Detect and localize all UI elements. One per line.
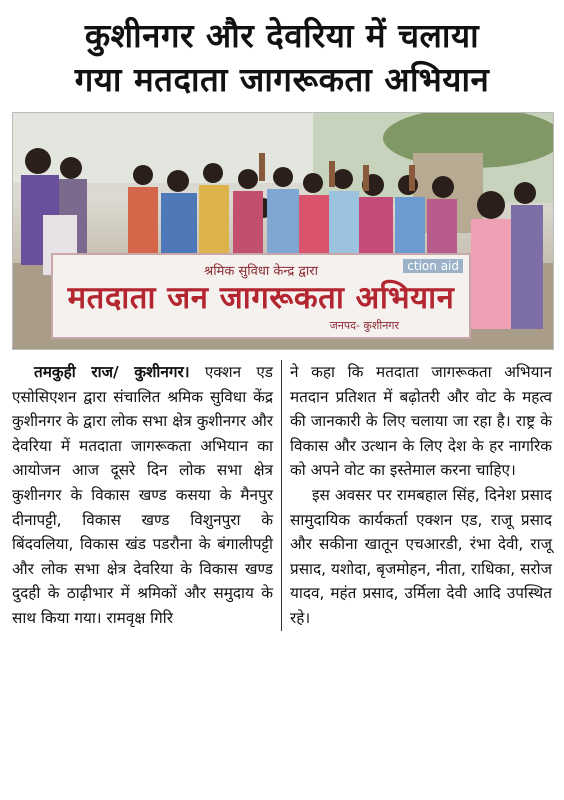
article-right-paragraph-1: ने कहा कि मतदाता जागरूकता अभियान मतदान प्रतिशत में बढ़ोतरी और वोट के महत्व की जानकारी के लिए चलाया जा रहा है। राष्ट्र के विकास और उत्थान के लिए देश के हर नागरिक को अपने वोट का इस्तेमाल करना चाहिए। [290, 363, 552, 480]
banner-top-text: श्रमिक सुविधा केन्द्र द्वारा [204, 264, 318, 279]
article-dateline: तमकुही राज/ कुशीनगर। [34, 363, 190, 381]
article-column-left [12, 360, 282, 631]
banner-logo-text: ction aid [403, 259, 463, 273]
article-body [12, 360, 552, 631]
banner-main-text: मतदाता जन जागरूकता अभियान [67, 280, 455, 316]
headline-line-1: कुशीनगर और देवरिया में चलाया [84, 16, 480, 55]
article-left-text: एक्शन एड एसोसिएशन द्वारा संचालित श्रमिक सुविधा केंद्र कुशीनगर के द्वारा लोक सभा क्षेत्र कुशीनगर और देवरिया में मतदाता जागरूकता अभियान का आयोजन आज दूसरे दिन लोक सभा क्षेत्र कुशीनगर के विकास खण्ड कसया के मैनपुर दीनापट्टी, विकास खण्ड विशुनपुरा के बिंदवलिया, विकास खंड पडरौना के बंगालीपट्टी और लोक सभा क्षेत्र देवरिया के विकास खण्ड दुदही के ठाढ़ीभार में श्रमिकों और समुदाय के साथ किया गया। रामवृक्ष गिरि [12, 363, 273, 627]
headline [12, 14, 552, 102]
banner-bottom-text: जनपद- कुशीनगर [329, 319, 399, 332]
campaign-banner [51, 253, 471, 339]
headline-line-2: गया मतदाता जागरूकता अभियान [74, 60, 490, 99]
article-right-paragraph-2: इस अवसर पर रामबहाल सिंह, दिनेश प्रसाद सामुदायिक कार्यकर्ता एक्शन एड, राजू प्रसाद और सकीना खातून एचआरडी, रंभा देवी, राजू प्रसाद, यशोदा, बृजमोहन, नीता, राधिका, सरोज यादव, महंत प्रसाद, उर्मिला देवी आदि उपस्थित रहे। [290, 485, 552, 627]
article-column-right [282, 360, 552, 631]
news-photo [12, 112, 554, 350]
